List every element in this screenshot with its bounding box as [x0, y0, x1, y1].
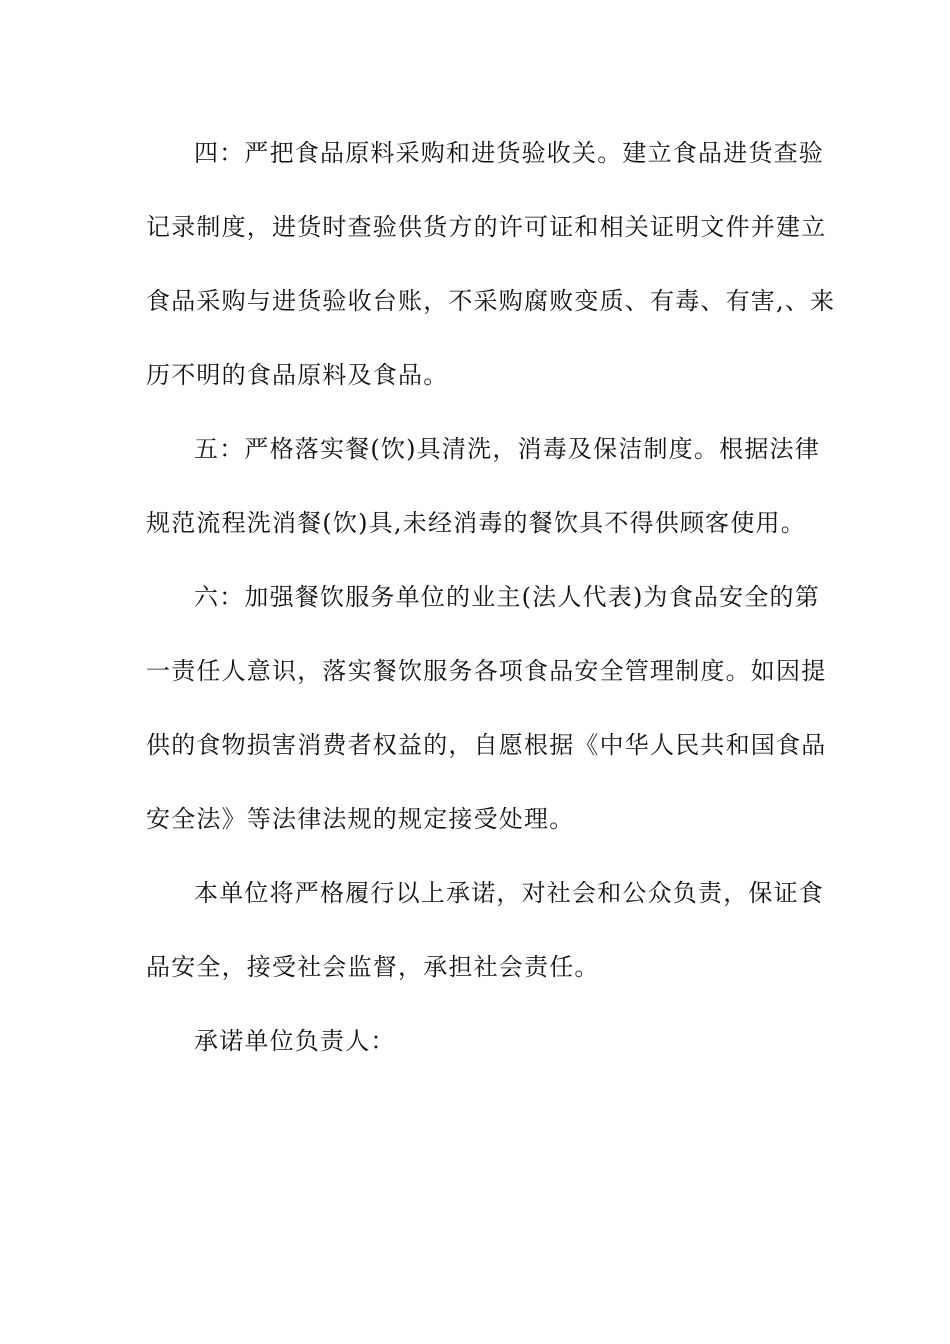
para-6-line-2: 一责任人意识，落实餐饮服务各项食品安全管理制度。如因提	[146, 657, 827, 685]
commitment-line-1: 本单位将严格履行以上承诺，对社会和公众负责，保证食	[194, 879, 824, 907]
commitment-line-2: 品安全，接受社会监督，承担社会责任。	[146, 953, 600, 981]
para-4-line-2: 记录制度，进货时查验供货方的许可证和相关证明文件并建立	[146, 213, 827, 241]
para-4-line-1: 四：严把食品原料采购和进货验收关。建立食品进货查验	[194, 139, 824, 167]
para-4-line-4: 历不明的食品原料及食品。	[146, 361, 449, 389]
para-4-line-3: 食品采购与进货验收台账，不采购腐败变质、有毒、有害,、来	[146, 287, 836, 315]
para-6-line-1: 六：加强餐饮服务单位的业主(法人代表)为食品安全的第	[194, 583, 820, 611]
para-5-line-2: 规范流程洗消餐(饮)具,未经消毒的餐饮具不得供顾客使用。	[146, 509, 806, 537]
para-6-line-4: 安全法》等法律法规的规定接受处理。	[146, 805, 575, 833]
signatory-label: 承诺单位负责人：	[194, 1027, 396, 1055]
para-6-line-3: 供的食物损害消费者权益的，自愿根据《中华人民共和国食品	[146, 731, 827, 759]
para-5-line-1: 五：严格落实餐(饮)具清洗，消毒及保洁制度。根据法律	[194, 435, 820, 463]
